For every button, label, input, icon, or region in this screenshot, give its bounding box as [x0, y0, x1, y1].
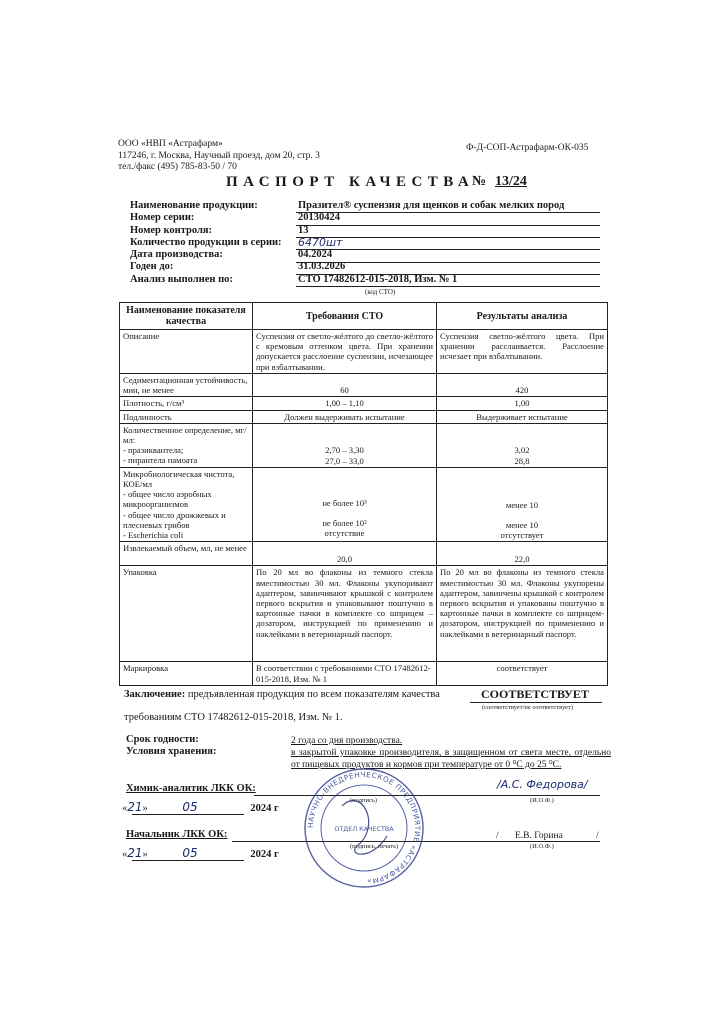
row-res: соответствует: [437, 662, 608, 686]
row-name-sub: - празиквантела;: [123, 445, 184, 456]
field-value-method: СТО 17482612-015-2018, Изм. № 1: [298, 273, 458, 285]
stamp-ring-text: НАУЧНО-ВНЕДРЕНЧЕСКОЕ ПРЕДПРИЯТИЕ «АСТРАФАРМ»: [305, 769, 423, 886]
code-note: (код СТО): [365, 288, 396, 296]
row-name: Подлинность: [120, 410, 253, 423]
row-req: В соответствии с требованиями СТО 17482612-015-2018, Изм. № 1: [253, 662, 437, 686]
header-results: Результаты анализа: [437, 303, 608, 330]
company-name: ООО «НВП «Астрафарм»: [118, 139, 223, 149]
table-row: [120, 330, 608, 374]
shelf-life-value: 2 года со дня производства.: [291, 736, 403, 746]
row-name-main: Количественное определение, мг/мл:: [123, 424, 247, 446]
row-name: Плотность, г/см³: [120, 397, 253, 410]
req-value: 27,0 – 33,0: [325, 455, 364, 466]
head-slash-right: /: [596, 831, 599, 841]
table-row: [120, 662, 608, 686]
row-res: 1,00: [437, 397, 608, 410]
table-row: [120, 423, 608, 467]
header-requirements: Требования СТО: [253, 303, 437, 330]
table-row: [120, 374, 608, 397]
table-row: [120, 397, 608, 410]
row-res: [437, 423, 608, 467]
head-day: 21: [127, 846, 143, 860]
row-req: 1,00 – 1,10: [253, 397, 437, 410]
chemist-signature-note: (подпись): [350, 797, 377, 804]
chemist-name: /А.С. Федорова/: [497, 778, 588, 791]
field-label-product: Наименование продукции:: [130, 200, 258, 211]
chemist-label: Химик-аналитик ЛКК ОК:: [126, 783, 256, 794]
company-stamp: [302, 766, 426, 890]
req-value: не более 10³: [322, 497, 367, 508]
head-signature-note: (подпись, печать): [350, 843, 399, 850]
chemist-name-note: (И.О.Ф.): [530, 797, 554, 804]
field-label-control: Номер контроля:: [130, 224, 213, 236]
head-slash-left: /: [496, 831, 499, 841]
chemist-year: 2024 г: [250, 803, 279, 814]
table-header-row: [120, 303, 608, 330]
storage-value: в закрытой упаковке производителя, в защищенном от света месте, отдельно от пищевых продуктов и кормов при температуре от 0 ⁰С до 25 ⁰С.: [291, 748, 611, 770]
row-name: Извлекаемый объем, мл, не менее: [120, 542, 253, 566]
row-name-sub: - пирантела памоата: [123, 455, 198, 466]
res-value: 28,8: [514, 455, 530, 466]
conclusion-text2: требованиям СТО 17482612-015-2018, Изм. № 1.: [124, 712, 343, 723]
row-req: По 20 мл во флаконы из темного стекла вместимостью 30 мл. Флаконы укупоривают адаптером, завинчивают крышкой с контролем первого вскрытия и упаковывают поштучно в картонные пачки в комплекте со шприцем – дозатором, инструкцией по применению и наклейками в ветеринарный паспорт.: [253, 566, 437, 662]
field-label-expiry: Годен до:: [130, 261, 174, 273]
row-res: 22,0: [437, 542, 608, 566]
field-label-date: Дата производства:: [130, 249, 223, 261]
company-block: [118, 139, 320, 174]
table-row: [120, 542, 608, 566]
conclusion-label: Заключение:: [124, 689, 186, 700]
table-row: [120, 467, 608, 542]
row-req: [253, 423, 437, 467]
head-name: Е.В. Горина: [515, 831, 563, 841]
storage-label: Условия хранения:: [126, 746, 217, 757]
res-value: менее 10: [505, 499, 539, 510]
row-res: По 20 мл во флаконы из темного стекла вместимостью 30 мл. Флаконы укупорены адаптером, завинчены крышкой с контролем первого вскрытия и упакованы поштучно в картонные пачки в комплекте со шприцем-дозатором, инструкцией по применению и наклейками в ветеринарный паспорт.: [437, 566, 608, 662]
res-value: менее 10: [505, 520, 539, 531]
row-name-main: Микробиологическая чистота, КОЕ/мл: [123, 468, 235, 490]
field-label-series: Номер серии:: [130, 212, 195, 224]
field-value-control: 13: [298, 224, 309, 236]
field-value-product: Празител® суспензия для щенков и собак мелких пород: [298, 200, 565, 211]
req-value: отсутствие: [324, 528, 365, 539]
row-req: 20,0: [253, 542, 437, 566]
field-label-quantity: Количество продукции в серии:: [130, 236, 282, 248]
row-name: Упаковка: [120, 566, 253, 662]
head-month: 05: [182, 846, 198, 860]
head-year: 2024 г: [250, 849, 279, 860]
conclusion-verdict: СООТВЕТСТВУЕТ: [481, 687, 589, 701]
field-value-series: 20130424: [298, 212, 340, 224]
row-res: Суспензия светло-жёлтого цвета. При хранении расслаивается. Расслоение исчезает при взбалтывании.: [437, 330, 608, 374]
header-indicator: Наименование показателя качества: [120, 303, 253, 330]
row-res: 420: [437, 374, 608, 397]
row-res: [437, 467, 608, 542]
verdict-note: (соответствует/не соответствует): [482, 704, 573, 711]
res-value: отсутствует: [500, 530, 544, 541]
company-phone: тел./факс (495) 785-83-50 / 70: [118, 162, 237, 172]
row-name: Описание: [120, 330, 253, 374]
stamp-center-text: ОТДЕЛ КАЧЕСТВА: [334, 825, 394, 833]
field-value-expiry: 31.03.2026: [298, 261, 346, 273]
row-name: [120, 467, 253, 542]
head-date: «21» 05 2024 г: [122, 846, 279, 860]
req-value: не более 10²: [322, 518, 367, 529]
fields-labels: [130, 200, 282, 286]
row-res: Выдерживает испытание: [437, 410, 608, 423]
company-address: 117246, г. Москва, Научный проезд, дом 20, стр. 3: [118, 150, 320, 161]
conclusion-text: предъявленная продукция по всем показателям качества: [187, 689, 440, 700]
chemist-month: 05: [182, 800, 198, 814]
res-value: 3,02: [514, 445, 530, 456]
row-name-sub: - общее число аэробных микроорганизмов: [123, 489, 212, 510]
row-name: Маркировка: [120, 662, 253, 686]
doc-code: Ф-Д-СОП-Астрафарм-ОК-035: [466, 143, 589, 153]
table-row: [120, 410, 608, 423]
quality-table: [119, 302, 608, 686]
field-value-date: 04.2024: [298, 249, 333, 261]
row-req: Суспензия от светло-жёлтого до светло-жёлтого с кремовым оттенком цвета. При хранении допускается расслоение суспензии, исчезающее при взбалтывании.: [253, 330, 437, 374]
row-name-sub: - Escherichia coli: [123, 530, 184, 541]
row-req: Должен выдерживать испытание: [253, 410, 437, 423]
head-name-note: (И.О.Ф.): [530, 843, 554, 850]
chemist-date: «21» 05 2024 г: [122, 800, 279, 814]
chemist-day: 21: [127, 800, 143, 814]
field-value-quantity: 6470шт: [298, 235, 343, 249]
row-req: 60: [253, 374, 437, 397]
number-label: №: [472, 174, 487, 189]
head-label: Начальник ЛКК ОК:: [126, 829, 228, 840]
table-row: [120, 566, 608, 662]
row-req: [253, 467, 437, 542]
row-name: Седиментационная устойчивость, мин, не менее: [120, 374, 253, 397]
conclusion: [124, 689, 440, 700]
terms-labels: [126, 734, 216, 758]
req-value: 2,70 – 3,30: [325, 445, 364, 456]
doc-number: 13/24: [495, 174, 527, 189]
row-name: [120, 423, 253, 467]
row-name-sub: - общее число дрожжевых и плесневых грибов: [123, 509, 226, 530]
shelf-life-label: Срок годности:: [126, 734, 199, 745]
field-label-method: Анализ выполнен по:: [130, 273, 233, 285]
doc-title: ПАСПОРТ КАЧЕСТВА: [226, 174, 475, 190]
